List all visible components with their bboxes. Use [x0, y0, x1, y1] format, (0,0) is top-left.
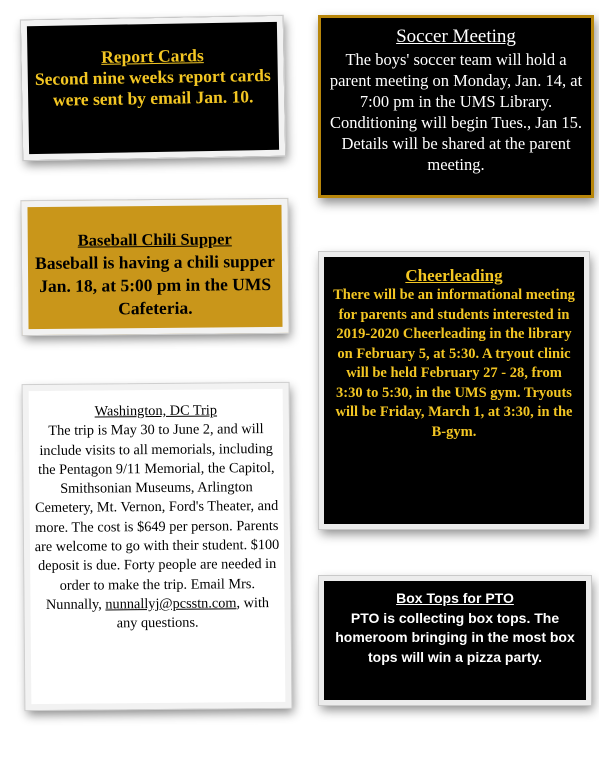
soccer-meeting-body: The boys' soccer team will hold a parent meeting on Monday, Jan. 14, at 7:00 pm in the UMS Library. Conditioning will begin Tues., Jan 15. Details will be shared at the parent meeting. — [329, 50, 583, 174]
box-tops-title: Box Tops for PTO — [396, 590, 514, 606]
chili-supper-title: Baseball Chili Supper — [77, 229, 232, 250]
cheerleading-title: Cheerleading — [405, 266, 503, 285]
dc-trip-closing: , with any questions. — [116, 594, 270, 632]
report-cards-body: Second nine weeks report cards were sent by email Jan. 10. — [34, 64, 271, 110]
dc-trip-notice — [23, 383, 292, 710]
report-cards-notice — [21, 16, 285, 161]
soccer-meeting-title: Soccer Meeting — [396, 26, 516, 47]
box-tops-body: PTO is collecting box tops. The homeroom bringing in the most box tops will win a pizza party. — [335, 609, 575, 665]
soccer-meeting-notice — [318, 15, 594, 198]
dc-trip-body: The trip is May 30 to June 2, and will include visits to all memorials, including the Pentagon 9/11 Memorial, the Capitol, Smithsonian Museums, Arlington Cemetery, Mt. Vernon, Ford's Theater, and more. The cost is $649 per person. Parents are welcome to go with their student. $100 deposit is due. Forty people are needed in order to make the trip. Email Mrs. Nunnally, — [34, 421, 280, 613]
cheerleading-notice — [319, 252, 589, 529]
dc-trip-title: Washington, DC Trip — [94, 402, 218, 420]
chili-supper-body: Baseball is having a chili supper Jan. 18, at 5:00 pm in the UMS Cafeteria. — [35, 250, 275, 319]
contact-email-link[interactable]: nunnallyj@pcsstn.com — [105, 595, 237, 613]
box-tops-notice — [319, 576, 591, 705]
chili-supper-notice — [21, 199, 288, 335]
report-cards-title: Report Cards — [100, 45, 204, 67]
cheerleading-body: There will be an informational meeting for parents and students interested in 2019-2020 Cheerleading in the library on February 5, at 5:30. A tryout clinic will be held February 27 - 28, from 3:30 to 5:30, in the UMS gym. Tryouts will be Friday, March 1, at 3:30, in the B-gym. — [333, 287, 575, 440]
